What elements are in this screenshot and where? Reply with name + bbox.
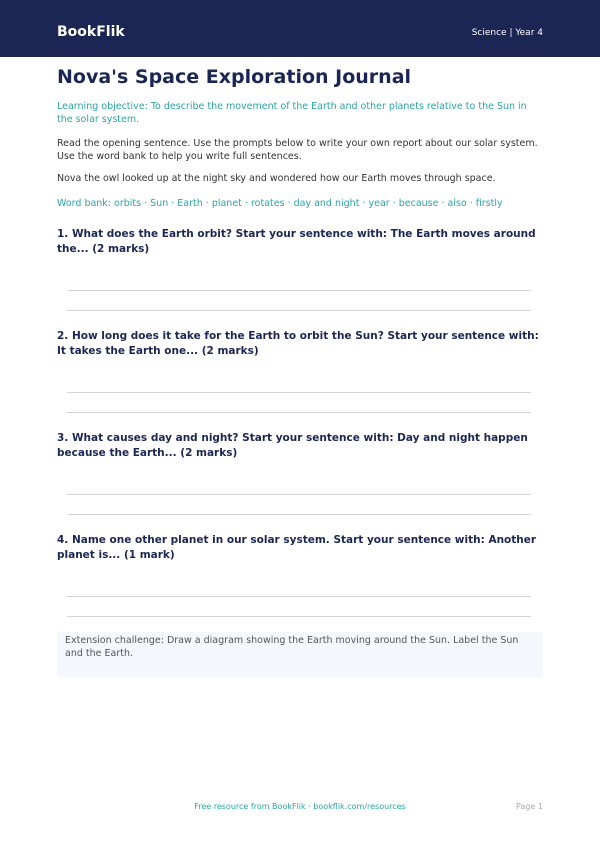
extension-challenge-box [57, 632, 543, 677]
opening-sentence: Nova the owl looked up at the night sky and wondered how our Earth moves through space. [57, 173, 496, 184]
answer-line[interactable] [67, 616, 531, 617]
word-bank: Word bank: orbits · Sun · Earth · planet · rotates · day and night · year · because · also · firstly [57, 198, 503, 209]
question-text: 1. What does the Earth orbit? Start your sentence with: The Earth moves around the... (2 marks) [57, 228, 536, 255]
question-text: 4. Name one other planet in our solar system. Start your sentence with: Another planet is... (1 mark) [57, 534, 537, 561]
header-bar [0, 0, 600, 57]
question-4 [57, 533, 543, 563]
question-text: 2. How long does it take for the Earth to orbit the Sun? Start your sentence with: It takes the Earth one... (2 marks) [57, 330, 539, 357]
instructions: Read the opening sentence. Use the prompts below to write your own report about our solar system. Use the word bank to help you write full sentences. [57, 138, 538, 162]
footer-link[interactable]: Free resource from BookFlik · bookflik.com/resources [194, 802, 406, 811]
answer-line[interactable] [67, 290, 531, 291]
brand-logo[interactable]: BookFlik [57, 24, 125, 40]
answer-line[interactable] [67, 514, 531, 515]
question-2 [57, 329, 543, 359]
page-title: Nova's Space Exploration Journal [57, 66, 412, 88]
page-number: Page 1 [516, 802, 543, 811]
question-text: 3. What causes day and night? Start your sentence with: Day and night happen because the Earth... (2 marks) [57, 432, 528, 459]
subject-label: Science | Year 4 [471, 28, 543, 38]
answer-line[interactable] [67, 310, 531, 311]
answer-line[interactable] [67, 412, 531, 413]
question-1 [57, 227, 543, 257]
question-3 [57, 431, 543, 461]
answer-line[interactable] [67, 596, 531, 597]
learning-objective: Learning objective: To describe the movement of the Earth and other planets relative to the Sun in the solar system. [57, 101, 527, 125]
answer-line[interactable] [67, 494, 531, 495]
extension-challenge-text: Extension challenge: Draw a diagram showing the Earth moving around the Sun. Label the Sun and the Earth. [65, 635, 519, 659]
answer-line[interactable] [67, 392, 531, 393]
